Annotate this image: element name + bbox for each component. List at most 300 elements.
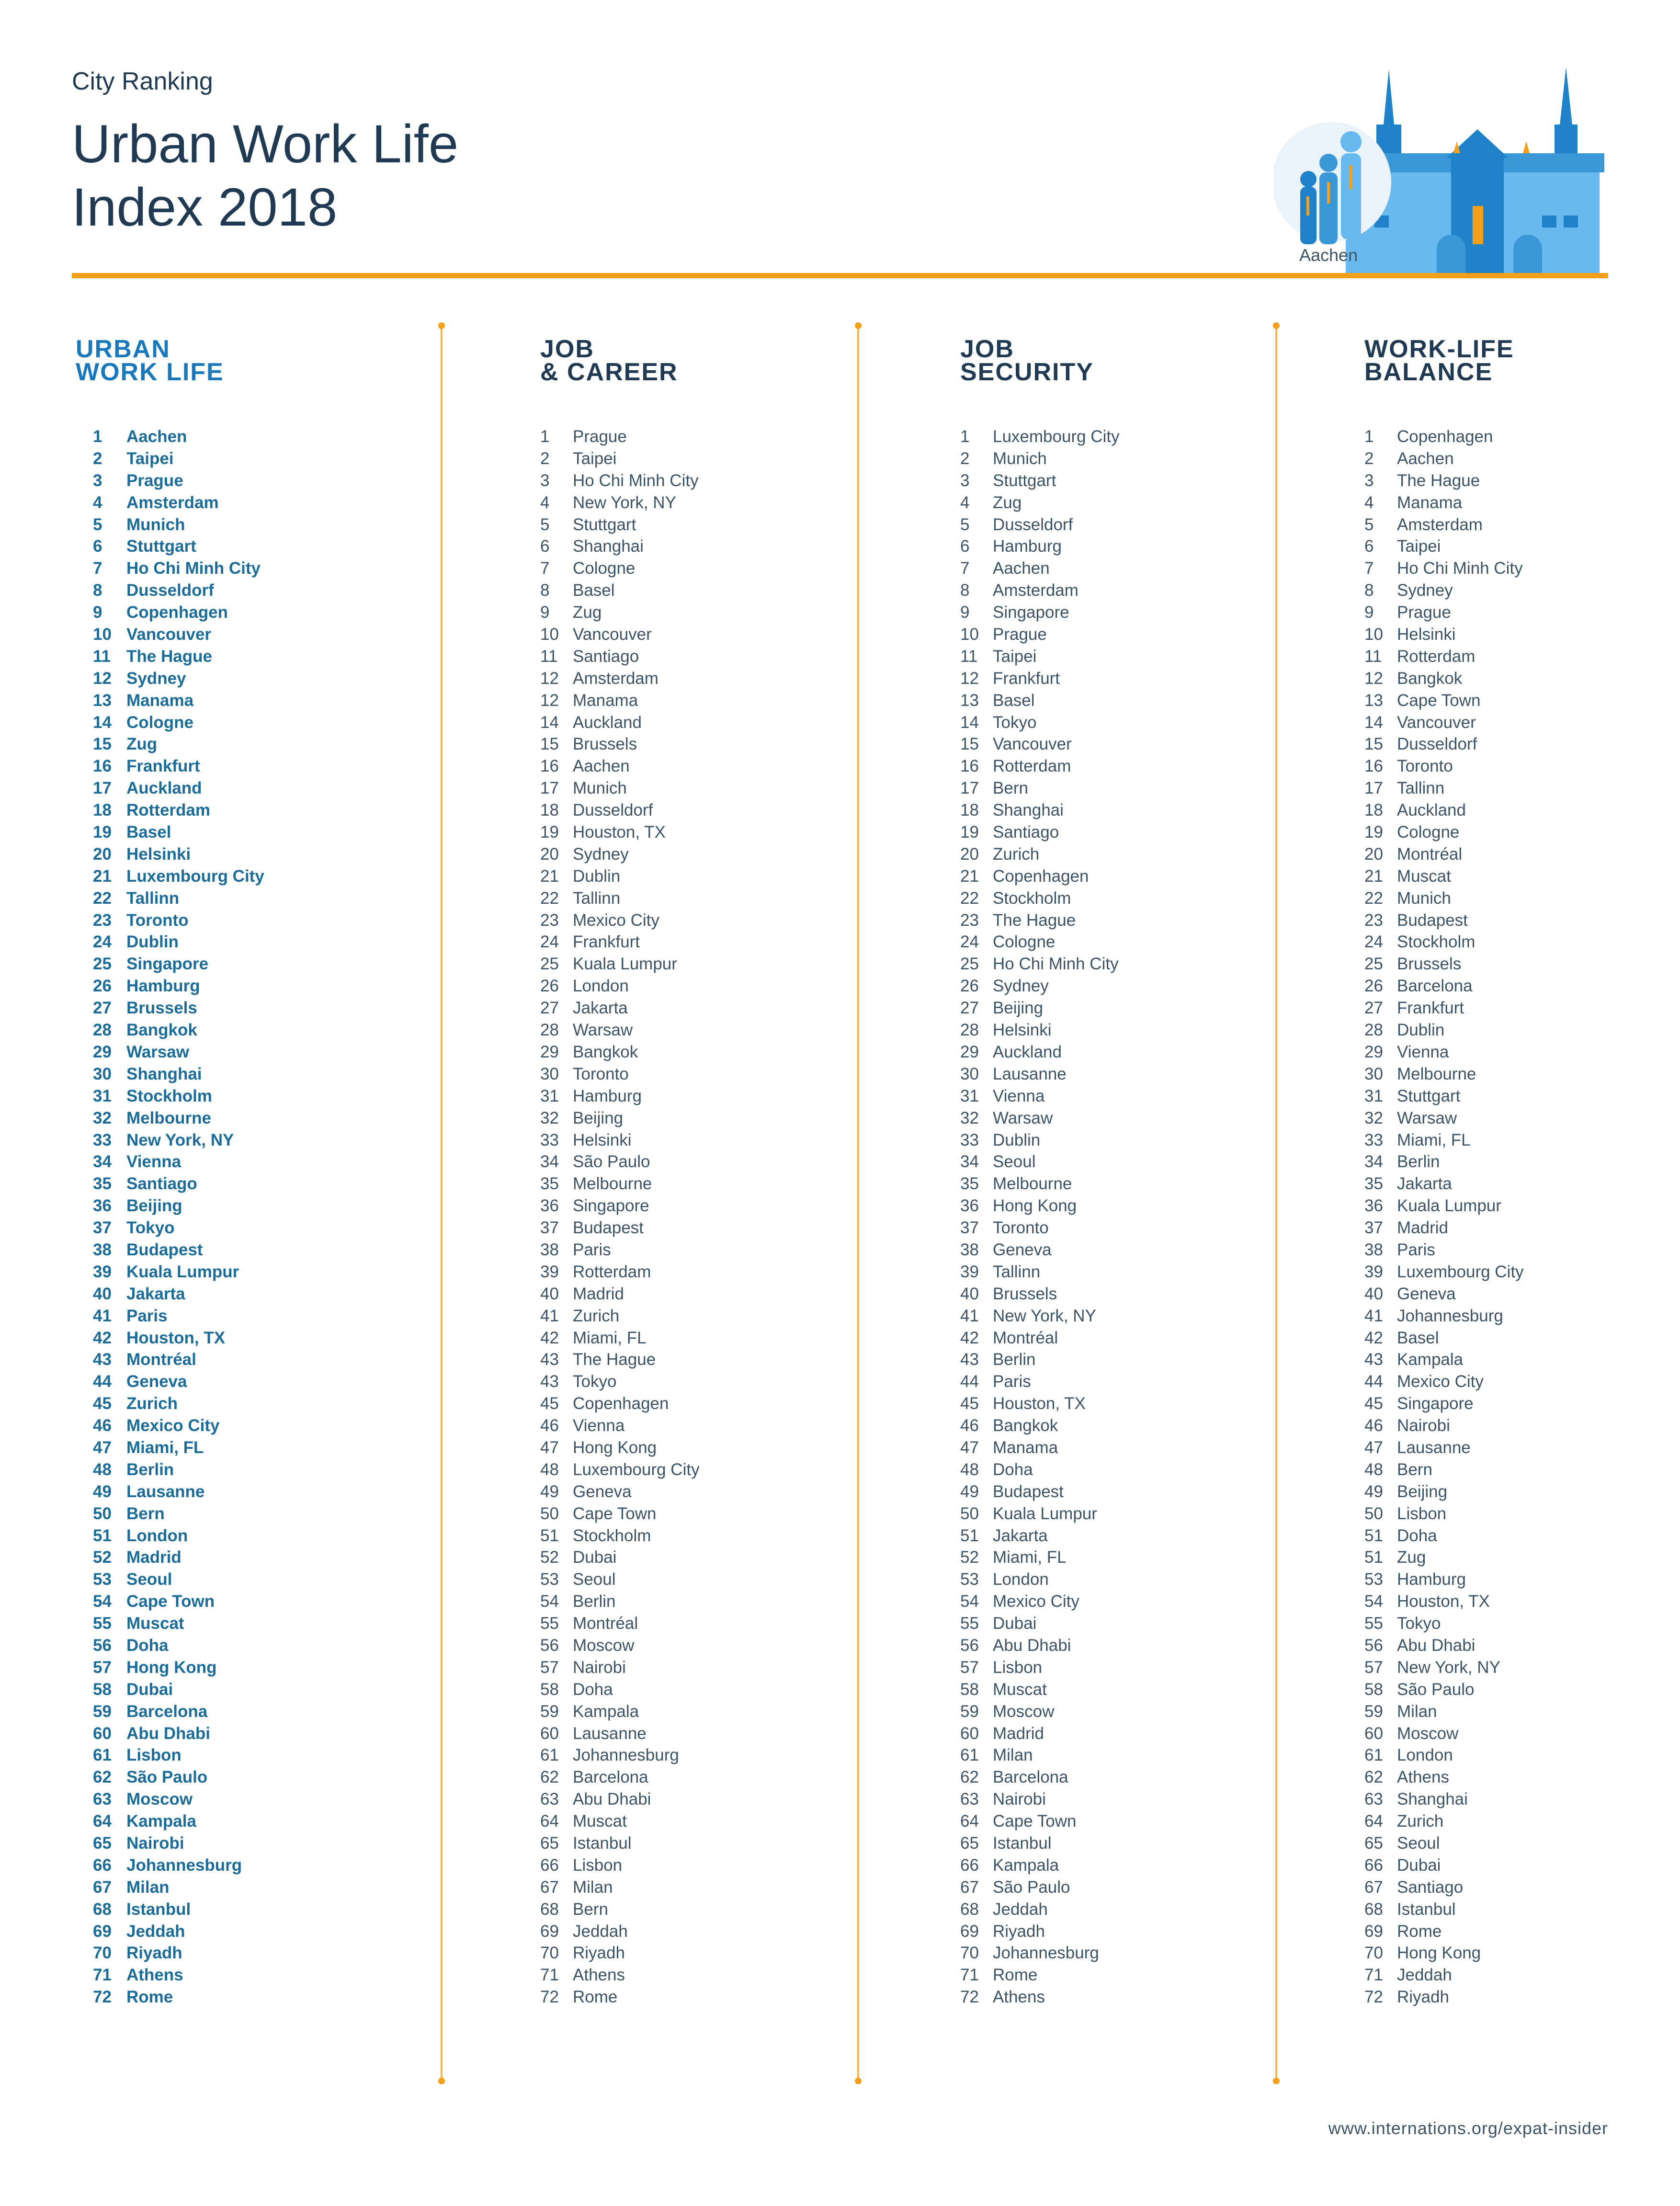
rank-number: 32: [540, 1108, 559, 1127]
rank-number: 55: [540, 1614, 559, 1633]
city-name: Helsinki: [1397, 625, 1456, 644]
rank-number: 30: [1364, 1064, 1383, 1083]
city-name: Abu Dhabi: [573, 1790, 651, 1809]
list-item: [960, 1041, 1120, 1063]
city-name: Sydney: [1397, 581, 1453, 600]
city-name: Houston, TX: [573, 823, 666, 842]
column-divider: [441, 326, 443, 2081]
rank-number: 55: [93, 1614, 112, 1633]
list-item: [540, 1371, 700, 1393]
list-item: [960, 821, 1120, 843]
rank-number: 61: [93, 1746, 112, 1765]
list-item: [960, 1701, 1120, 1723]
city-name: Beijing: [573, 1108, 624, 1127]
rank-number: 38: [540, 1240, 559, 1259]
city-name: Athens: [573, 1966, 625, 1985]
city-name: Istanbul: [1397, 1899, 1456, 1919]
list-item: [540, 1546, 700, 1569]
city-name: Abu Dhabi: [126, 1724, 210, 1743]
list-item: [540, 1481, 700, 1503]
rank-number: 47: [1364, 1438, 1383, 1457]
list-item: [540, 777, 700, 799]
rank-number: 59: [540, 1702, 559, 1721]
list-item: [1364, 997, 1524, 1019]
list-item: [960, 690, 1120, 712]
rank-number: 26: [960, 977, 979, 996]
city-name: Montréal: [573, 1614, 638, 1633]
list-item: [76, 1393, 264, 1415]
city-name: Hamburg: [126, 977, 200, 996]
city-name: Melbourne: [573, 1174, 652, 1194]
rank-number: 36: [960, 1196, 979, 1216]
city-name: Budapest: [993, 1482, 1064, 1501]
rank-number: 13: [1364, 691, 1383, 710]
list-item: [540, 602, 700, 624]
rank-number: 58: [93, 1680, 112, 1699]
footer-url[interactable]: www.internations.org/expat-insider: [1328, 2118, 1608, 2138]
aachen-city-illustration: [1274, 34, 1619, 278]
rank-number: 41: [1364, 1306, 1383, 1325]
city-name: Zug: [126, 735, 158, 754]
rank-number: 15: [960, 735, 979, 754]
list-item: [540, 1173, 700, 1195]
column-heading: URBAN WORK LIFE: [76, 335, 224, 386]
list-item: [76, 1899, 264, 1921]
list-item: [76, 1854, 264, 1876]
rank-number: 37: [1364, 1218, 1383, 1238]
city-name: Seoul: [126, 1570, 172, 1589]
city-name: Sydney: [126, 669, 186, 688]
list-item: [540, 1591, 700, 1613]
rank-number: 21: [93, 866, 112, 886]
city-name: Zurich: [573, 1306, 620, 1325]
list-item: [960, 1327, 1120, 1349]
list-item: [76, 755, 264, 777]
rank-number: 20: [93, 844, 112, 864]
list-item: [540, 1217, 700, 1239]
city-name: Helsinki: [573, 1130, 632, 1149]
rank-number: 47: [93, 1438, 112, 1457]
rank-number: 10: [540, 625, 559, 644]
city-name: Frankfurt: [126, 757, 200, 776]
city-name: Rome: [993, 1966, 1038, 1985]
rank-number: 68: [960, 1899, 979, 1919]
city-name: Milan: [993, 1746, 1033, 1765]
city-name: Barcelona: [993, 1768, 1068, 1787]
city-name: Madrid: [993, 1724, 1044, 1743]
rank-number: 43: [1364, 1350, 1383, 1369]
list-item: [1364, 426, 1524, 448]
rank-number: 6: [1364, 537, 1374, 556]
city-name: Cape Town: [993, 1812, 1077, 1831]
rank-number: 69: [960, 1922, 979, 1941]
city-name: Tokyo: [1397, 1614, 1441, 1633]
rank-number: 21: [540, 866, 559, 886]
list-item: [76, 1415, 264, 1437]
city-name: Kampala: [573, 1702, 639, 1721]
rank-number: 28: [540, 1021, 559, 1040]
city-name: Taipei: [1397, 537, 1441, 556]
city-name: Vienna: [993, 1086, 1045, 1105]
city-name: Houston, TX: [1397, 1592, 1490, 1611]
rank-number: 24: [540, 932, 559, 952]
city-name: Geneva: [993, 1240, 1052, 1259]
list-item: [76, 1129, 264, 1151]
rank-number: 59: [960, 1702, 979, 1721]
city-name: Bern: [573, 1899, 608, 1919]
list-item: [960, 1613, 1120, 1635]
city-name: Jakarta: [993, 1526, 1048, 1545]
rank-number: 50: [1364, 1504, 1383, 1523]
list-item: [540, 1921, 700, 1943]
list-item: [540, 1437, 700, 1459]
list-item: [1364, 1481, 1524, 1503]
rank-number: 66: [540, 1855, 559, 1875]
list-item: [1364, 1063, 1524, 1085]
rank-number: 68: [540, 1899, 559, 1919]
city-name: Doha: [1397, 1526, 1437, 1545]
city-name: Muscat: [126, 1614, 184, 1633]
list-item: [76, 1437, 264, 1459]
city-name: Zug: [993, 493, 1022, 512]
city-name: Beijing: [1397, 1482, 1448, 1501]
list-item: [76, 1481, 264, 1503]
list-item: [1364, 1986, 1524, 2008]
rank-number: 38: [1364, 1240, 1383, 1259]
rank-number: 42: [540, 1328, 559, 1347]
rank-number: 28: [960, 1021, 979, 1040]
city-name: Madrid: [1397, 1218, 1448, 1238]
rank-number: 71: [1364, 1966, 1383, 1985]
city-name: Santiago: [993, 823, 1059, 842]
rank-number: 40: [960, 1284, 979, 1303]
rank-number: 55: [960, 1614, 979, 1633]
rank-number: 59: [93, 1702, 112, 1721]
list-item: [540, 1239, 700, 1261]
rank-number: 46: [540, 1416, 559, 1435]
list-item: [76, 843, 264, 865]
page-title-line1: Urban Work Life: [72, 114, 459, 174]
rank-number: 28: [93, 1021, 112, 1040]
rank-number: 56: [960, 1636, 979, 1655]
rank-number: 40: [93, 1284, 112, 1303]
rank-number: 40: [540, 1284, 559, 1303]
rank-number: 2: [93, 449, 102, 468]
rank-number: 8: [93, 581, 102, 600]
city-name: Lisbon: [993, 1658, 1043, 1677]
city-name: Cologne: [126, 713, 193, 732]
rank-number: 11: [960, 647, 978, 666]
city-name: Manama: [573, 691, 638, 710]
city-name: Cape Town: [126, 1592, 215, 1611]
rank-number: 48: [960, 1460, 979, 1479]
rank-number: 48: [1364, 1460, 1383, 1479]
list-item: [540, 426, 700, 448]
city-name: Aachen: [573, 757, 630, 776]
city-name: London: [1397, 1746, 1453, 1765]
rank-number: 35: [540, 1174, 559, 1194]
list-item: [960, 448, 1120, 470]
city-name: Jakarta: [126, 1284, 185, 1303]
city-name: Munich: [1397, 888, 1451, 908]
rank-number: 34: [93, 1152, 112, 1171]
list-item: [540, 1327, 700, 1349]
list-item: [76, 557, 264, 580]
list-item: [540, 821, 700, 843]
rank-number: 7: [93, 559, 102, 578]
rank-number: 7: [960, 559, 970, 578]
list-item: [540, 1305, 700, 1327]
rank-number: 46: [93, 1416, 112, 1435]
list-item: [1364, 975, 1524, 997]
list-item: [960, 1832, 1120, 1854]
list-item: [1364, 1217, 1524, 1239]
rank-number: 67: [1364, 1877, 1383, 1897]
city-name: Beijing: [126, 1196, 182, 1216]
rank-number: 60: [960, 1724, 979, 1743]
city-name: Lisbon: [1397, 1504, 1447, 1523]
rank-number: 57: [540, 1658, 559, 1677]
city-name: Nairobi: [126, 1834, 184, 1853]
list-item: [960, 755, 1120, 777]
rank-number: 56: [540, 1636, 559, 1655]
list-item: [960, 1415, 1120, 1437]
city-name: Santiago: [1397, 1877, 1464, 1897]
city-name: Nairobi: [573, 1658, 626, 1677]
rank-number: 31: [960, 1086, 979, 1105]
list-item: [960, 1986, 1120, 2008]
list-item: [1364, 690, 1524, 712]
list-item: [540, 668, 700, 690]
rank-number: 12: [540, 669, 559, 688]
rank-number: 44: [93, 1372, 112, 1391]
rank-number: 52: [540, 1548, 559, 1567]
list-item: [960, 975, 1120, 997]
city-name: Shanghai: [993, 801, 1064, 820]
city-name: Brussels: [1397, 955, 1462, 974]
city-name: Frankfurt: [993, 669, 1060, 688]
list-item: [1364, 1261, 1524, 1283]
city-name: Kuala Lumpur: [573, 955, 677, 974]
rank-number: 42: [1364, 1328, 1383, 1347]
list-item: [1364, 602, 1524, 624]
city-name: Rotterdam: [573, 1262, 651, 1281]
list-item: [1364, 843, 1524, 865]
column-heading: JOB & CAREER: [540, 335, 678, 386]
list-item: [76, 997, 264, 1019]
list-item: [540, 646, 700, 668]
rank-number: 16: [93, 757, 112, 776]
list-item: [76, 1723, 264, 1745]
ranking-list: [540, 426, 700, 2008]
list-item: [76, 821, 264, 843]
rank-number: 47: [540, 1438, 559, 1457]
rank-number: 72: [1364, 1988, 1383, 2007]
list-item: [540, 1041, 700, 1063]
city-name: Manama: [126, 691, 194, 710]
list-item: [76, 1701, 264, 1723]
rank-number: 39: [960, 1262, 979, 1281]
column-divider: [857, 326, 859, 2081]
rank-number: 61: [960, 1746, 979, 1765]
city-name: Miami, FL: [126, 1438, 204, 1457]
city-name: Athens: [1397, 1768, 1449, 1787]
rank-number: 22: [540, 888, 559, 908]
rank-number: 7: [1364, 559, 1374, 578]
list-item: [76, 1371, 264, 1393]
list-item: [1364, 1591, 1524, 1613]
list-item: [1364, 1041, 1524, 1063]
list-item: [960, 1744, 1120, 1766]
rank-number: 27: [540, 999, 559, 1018]
rank-number: 64: [1364, 1812, 1383, 1831]
city-name: Frankfurt: [1397, 999, 1464, 1018]
city-name: Berlin: [573, 1592, 616, 1611]
list-item: [960, 557, 1120, 580]
list-item: [1364, 492, 1524, 514]
page-title: [72, 113, 458, 239]
list-item: [1364, 1569, 1524, 1591]
list-item: [1364, 1415, 1524, 1437]
city-name: Prague: [126, 471, 183, 490]
city-name: Kuala Lumpur: [1397, 1196, 1501, 1216]
list-item: [960, 1019, 1120, 1041]
list-item: [540, 953, 700, 975]
rank-number: 27: [960, 999, 979, 1018]
list-item: [1364, 1107, 1524, 1129]
city-name: Manama: [1397, 493, 1463, 512]
city-name: Geneva: [1397, 1284, 1456, 1303]
city-name: Vancouver: [993, 735, 1072, 754]
city-name: Abu Dhabi: [993, 1636, 1071, 1655]
list-item: [960, 1942, 1120, 1964]
rank-number: 25: [960, 955, 979, 974]
list-item: [960, 1569, 1120, 1591]
city-name: Amsterdam: [573, 669, 658, 688]
list-item: [960, 580, 1120, 602]
city-name: Aachen: [993, 559, 1050, 578]
list-item: [76, 1657, 264, 1679]
rank-number: 11: [540, 647, 558, 666]
rank-number: 70: [1364, 1944, 1383, 1963]
rank-number: 72: [960, 1988, 979, 2007]
list-item: [960, 1173, 1120, 1195]
city-name: Munich: [573, 779, 627, 798]
rank-number: 8: [1364, 581, 1374, 600]
rank-number: 19: [540, 823, 559, 842]
rank-number: 6: [540, 537, 550, 556]
city-name: Kampala: [993, 1855, 1059, 1875]
city-name: Riyadh: [1397, 1988, 1449, 2007]
list-item: [960, 1107, 1120, 1129]
list-item: [1364, 887, 1524, 910]
city-name: Madrid: [573, 1284, 624, 1303]
rank-number: 9: [1364, 603, 1374, 622]
city-name: Dublin: [993, 1130, 1041, 1149]
list-item: [540, 1723, 700, 1745]
list-item: [960, 910, 1120, 932]
city-name: Manama: [993, 1438, 1058, 1457]
city-name: Auckland: [1397, 801, 1466, 820]
list-item: [540, 1635, 700, 1657]
city-name: Helsinki: [993, 1021, 1052, 1040]
rank-number: 54: [93, 1592, 112, 1611]
list-item: [960, 1459, 1120, 1481]
list-item: [960, 426, 1120, 448]
rank-number: 57: [1364, 1658, 1383, 1677]
list-item: [76, 426, 264, 448]
rank-number: 15: [540, 735, 559, 754]
rank-number: 26: [93, 977, 112, 996]
rank-number: 33: [1364, 1130, 1383, 1149]
city-name: Prague: [1397, 603, 1451, 622]
list-item: [540, 535, 700, 557]
city-name: Cologne: [993, 932, 1056, 952]
rank-number: 50: [540, 1504, 559, 1523]
rank-number: 50: [960, 1504, 979, 1523]
list-item: [540, 448, 700, 470]
city-name: Riyadh: [126, 1944, 182, 1963]
city-name: Riyadh: [573, 1944, 625, 1963]
rank-number: 33: [960, 1130, 979, 1149]
list-item: [960, 1546, 1120, 1569]
city-name: Ho Chi Minh City: [573, 471, 699, 490]
rank-number: 19: [93, 823, 112, 842]
city-name: Lisbon: [573, 1855, 623, 1875]
rank-number: 18: [960, 801, 979, 820]
list-item: [76, 910, 264, 932]
list-item: [1364, 1921, 1524, 1943]
rank-number: 56: [1364, 1636, 1383, 1655]
list-item: [960, 1635, 1120, 1657]
rank-number: 37: [540, 1218, 559, 1238]
list-item: [540, 1129, 700, 1151]
rank-number: 51: [540, 1526, 559, 1545]
list-item: [76, 1832, 264, 1854]
list-item: [76, 668, 264, 690]
city-name: São Paulo: [573, 1152, 650, 1171]
city-name: Toronto: [126, 910, 189, 930]
list-item: [540, 1964, 700, 1986]
rank-number: 25: [1364, 955, 1383, 974]
city-name: Warsaw: [1397, 1108, 1457, 1127]
city-name: Montréal: [993, 1328, 1058, 1347]
rank-number: 19: [960, 823, 979, 842]
city-name: Seoul: [993, 1152, 1036, 1171]
city-name: Paris: [126, 1306, 168, 1325]
rank-number: 6: [93, 537, 102, 556]
list-item: [1364, 514, 1524, 536]
rank-number: 54: [540, 1592, 559, 1611]
list-item: [1364, 931, 1524, 953]
city-name: Barcelona: [126, 1702, 208, 1721]
rank-number: 25: [93, 955, 112, 974]
rank-number: 67: [960, 1877, 979, 1897]
city-name: Basel: [126, 823, 171, 842]
list-item: [960, 712, 1120, 734]
list-item: [76, 448, 264, 470]
rank-number: 70: [540, 1944, 559, 1963]
rank-number: 39: [93, 1262, 112, 1281]
rank-number: 57: [960, 1658, 979, 1677]
rank-number: 18: [1364, 801, 1383, 820]
rank-number: 51: [1364, 1548, 1383, 1567]
city-name: Bangkok: [1397, 669, 1463, 688]
city-name: Johannesburg: [1397, 1306, 1503, 1325]
rank-number: 66: [1364, 1855, 1383, 1875]
city-name: Milan: [126, 1877, 170, 1897]
rank-number: 48: [540, 1460, 559, 1479]
